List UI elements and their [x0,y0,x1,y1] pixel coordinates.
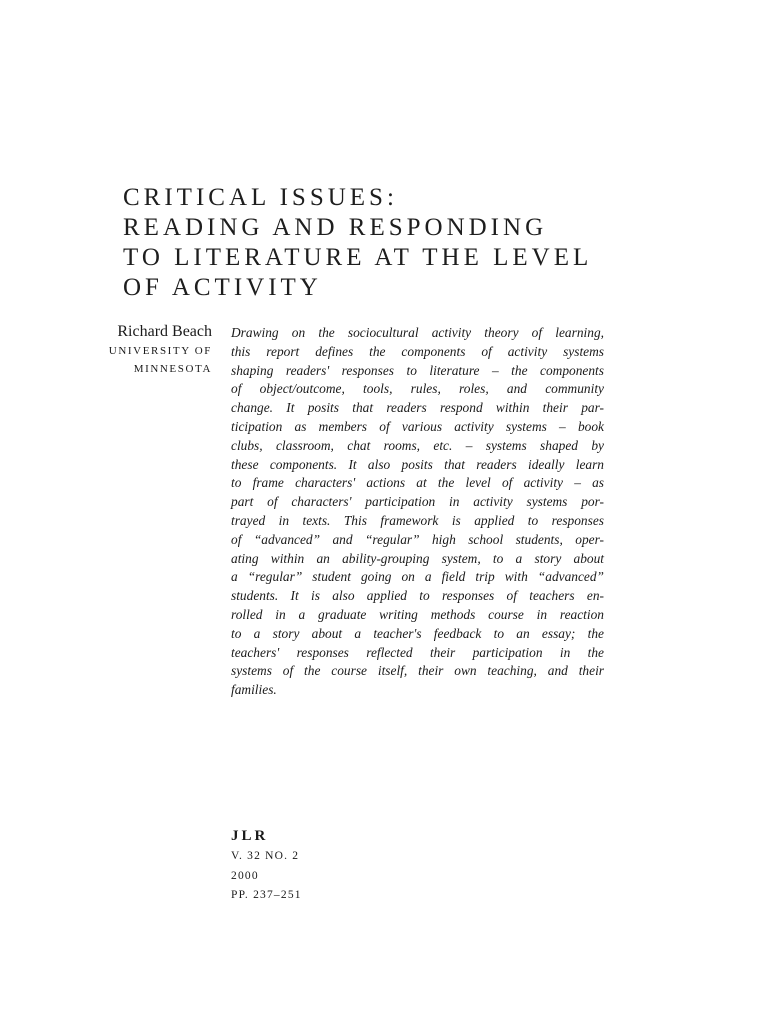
author-name: Richard Beach [117,323,212,340]
journal-year: 2000 [231,869,259,882]
title-line-2: READING AND RESPONDING [123,214,548,241]
abstract-line-10: part of characters' participation in activity systems por- [231,494,604,510]
abstract-line-8: these components. It also posits that readers ideally learn [231,456,604,472]
abstract-line-19: systems of the course itself, their own teaching, and their [231,663,604,679]
author-block [86,322,212,378]
journal-citation [231,825,302,906]
abstract-line-3: shaping readers' responses to literature – the components [231,362,604,378]
affiliation-line-2: MINNESOTA [133,363,212,375]
abstract-line-2: this report defines the components of activity systems [231,343,604,359]
title-line-4: OF ACTIVITY [123,274,322,301]
abstract [231,324,604,700]
abstract-line-1: Drawing on the sociocultural activity theory of learning, [231,325,604,340]
abstract-line-17: to a story about a teacher's feedback to an essay; the [231,625,604,641]
title-line-1: CRITICAL ISSUES: [123,184,398,211]
abstract-line-6: ticipation as members of various activity systems – book [231,418,604,434]
title-line-3: TO LITERATURE AT THE LEVEL [123,244,593,271]
abstract-line-20: families. [231,682,277,698]
journal-name: JLR [231,828,269,844]
abstract-line-4: of object/outcome, tools, rules, roles, and community [231,381,604,397]
abstract-line-18: teachers' responses reflected their participation in the [231,644,604,660]
abstract-line-12: of “advanced” and “regular” high school students, oper- [231,531,604,547]
article-title [123,183,723,303]
abstract-line-15: students. It is also applied to responses of teachers en- [231,588,604,604]
journal-pages: PP. 237–251 [231,889,302,901]
abstract-line-13: ating within an ability-grouping system, to a story about [231,550,604,566]
abstract-line-11: trayed in texts. This framework is applied to responses [231,512,604,528]
affiliation-line-1: UNIVERSITY OF [108,345,212,357]
abstract-line-7: clubs, classroom, chat rooms, etc. – systems shaped by [231,437,604,453]
abstract-line-5: change. It posits that readers respond within their par- [231,400,604,416]
abstract-line-16: rolled in a graduate writing methods course in reaction [231,606,604,622]
abstract-line-14: a “regular” student going on a field trip with “advanced” [231,569,604,585]
journal-volume: V. 32 NO. 2 [231,850,300,862]
abstract-line-9: to frame characters' actions at the level of activity – as [231,475,604,491]
